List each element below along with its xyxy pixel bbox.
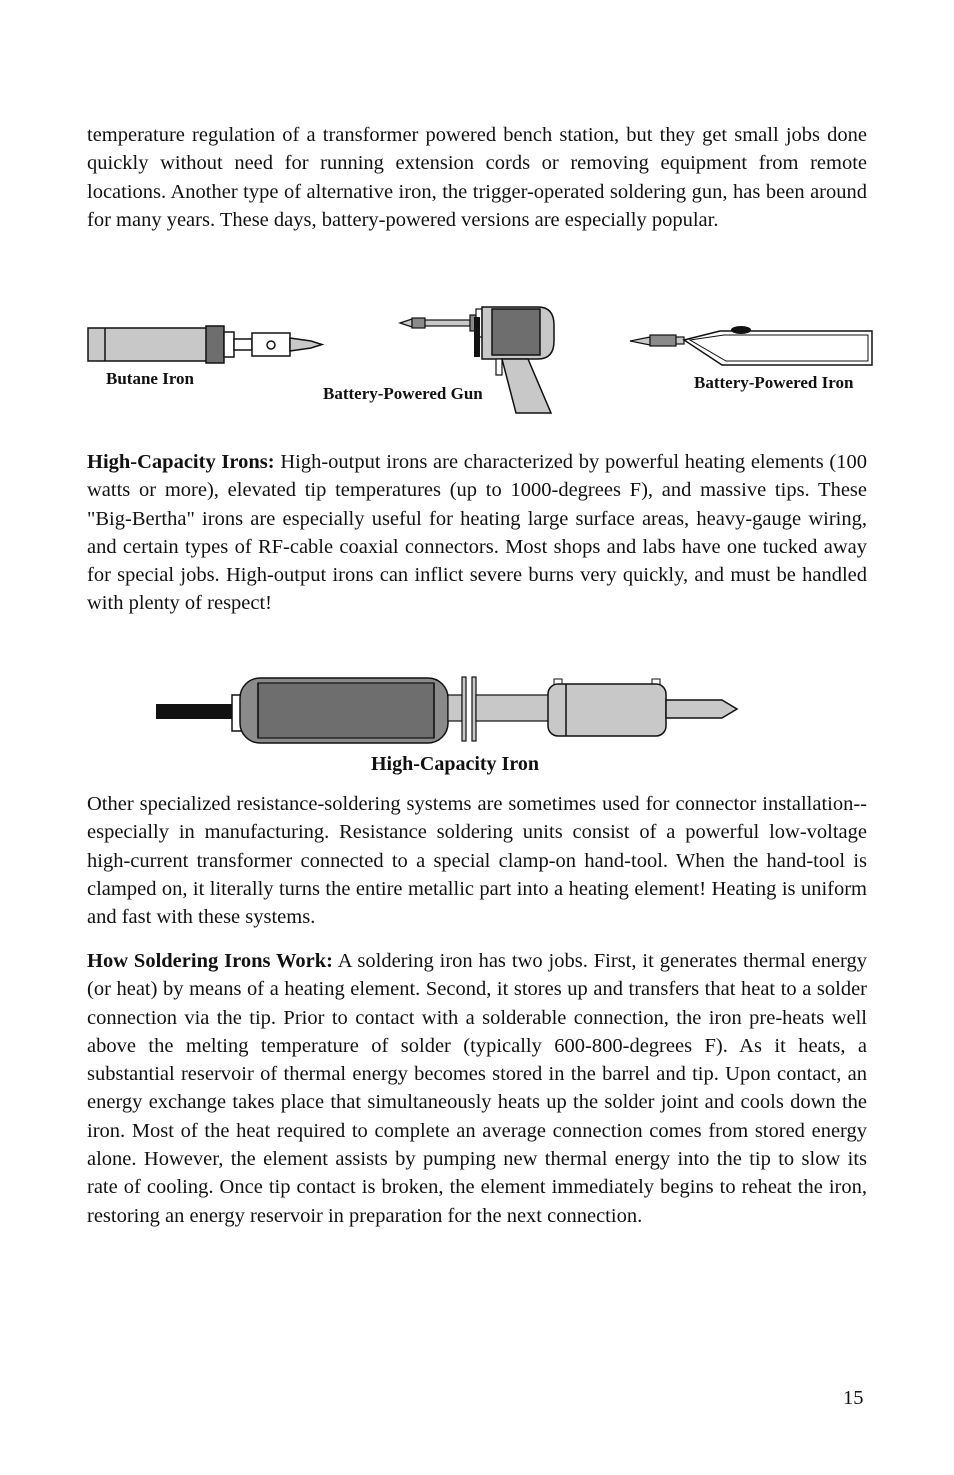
paragraph-resistance-soldering: Other specialized resistance-soldering systems are sometimes used for connector installation--especially in manufacturing. Resistance soldering units consist of a powerful low-voltage high-current transformer connected to a special clamp-on hand-tool. When the hand-tool is clamped on, it literally turns the entire metallic part into a heating element! Heating is uniform and fast with these systems. — [87, 793, 867, 929]
paragraph-intro-continuation: temperature regulation of a transformer powered bench station, but they get small jobs done quickly without need for running extension cords or removing equipment from remote locations. Another type of alternative iron, the trigger-operated soldering gun, has been around for many years. These days, battery-powered versions are especially popular. — [87, 124, 867, 231]
caption-battery-gun: Battery-Powered Gun — [323, 384, 483, 403]
high-capacity-iron-illustration — [154, 675, 740, 747]
butane-iron-illustration — [86, 320, 326, 370]
paragraph-high-capacity-irons — [87, 448, 867, 618]
caption-butane-iron: Butane Iron — [106, 369, 195, 388]
text-how-irons-work: A soldering iron has two jobs. First, it generates thermal energy (or heat) by means of a heating element. Second, it stores up and transfers that heat to a solder connection via the tip. Prior to contact with a solderable connection, the iron pre-heats well above the melting temperature of solder (typically 600-800-degrees F). As it heats, a substantial reservoir of thermal energy becomes stored in the barrel and tip. Upon contact, an energy exchange takes place that simultaneously heats up the solder joint and cools down the iron. Most of the heat required to complete an average connection comes from stored energy alone. However, the element assists by pumping new thermal energy into the tip to slow its rate of cooling. Once tip contact is broken, the element immediately begins to reheat the iron, restoring an energy reservoir in preparation for the next connection. — [87, 950, 867, 1227]
heading-high-capacity-irons: High-Capacity Irons: — [87, 451, 275, 473]
heading-how-irons-work: How Soldering Irons Work: — [87, 950, 333, 972]
battery-iron-illustration — [628, 322, 876, 370]
page-number: 15 — [843, 1387, 864, 1409]
caption-high-capacity-iron: High-Capacity Iron — [371, 753, 539, 775]
paragraph-how-irons-work — [87, 947, 867, 1230]
text-high-capacity-irons: High-output irons are characterized by powerful heating elements (100 watts or more), elevated tip temperatures (up to 1000-degrees F), and massive tips. These "Big-Bertha" irons are especially useful for heating large surface areas, heavy-gauge wiring, and certain types of RF-cable coaxial connectors. Most shops and labs have one tucked away for special jobs. High-output irons can inflict severe burns very quickly, and must be handled with plenty of respect! — [87, 451, 868, 615]
caption-battery-iron: Battery-Powered Iron — [694, 373, 854, 392]
